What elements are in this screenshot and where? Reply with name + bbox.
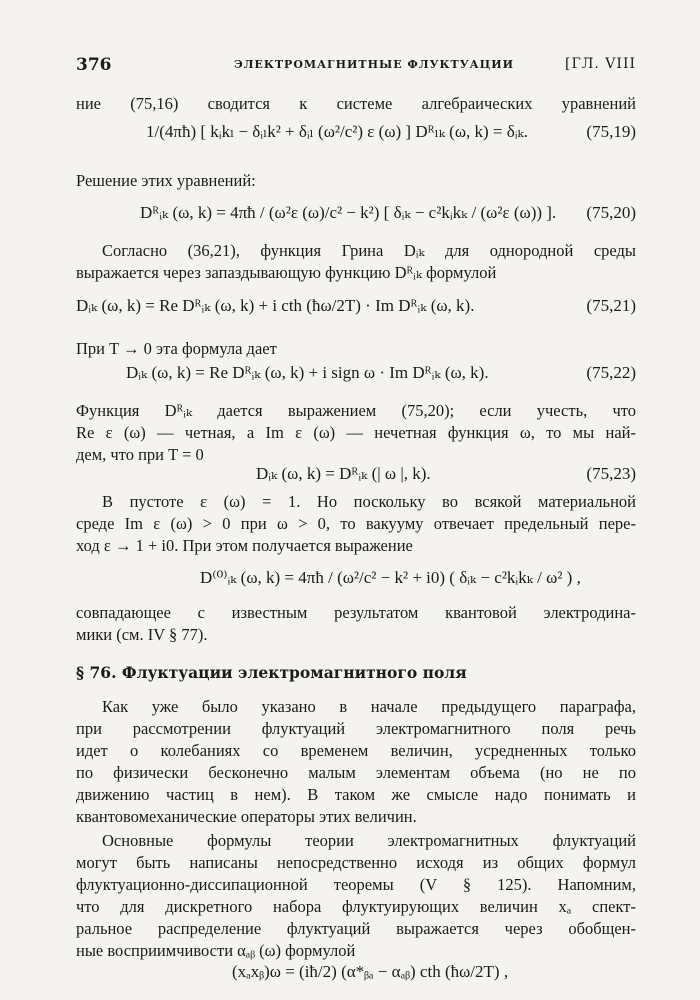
equation-vacuum: [76, 562, 636, 598]
equation-body: Dᵢₖ (ω, k) = Re Dᴿᵢₖ (ω, k) + i sign ω · Im Dᴿᵢₖ (ω, k).: [126, 363, 489, 382]
text-line: среде Im ε (ω) > 0 при ω > 0, то вакууму отвечает предельный пере-: [76, 514, 636, 533]
text-line: флуктуационно-диссипационной теоремы (V § 125). Напомним,: [76, 875, 636, 894]
equation-number: (75,23): [586, 464, 636, 483]
equation-body: (xₐxᵦ)ω = (iħ/2) (α*ᵦₐ − αₐᵦ) cth (ħω/2T) ,: [232, 962, 509, 981]
equation-number: (75,22): [586, 363, 636, 382]
text-line: ход ε → 1 + i0. При этом получается выражение: [76, 536, 413, 555]
equation-75-23: [76, 458, 636, 494]
section-heading: § 76. Флуктуации электромагнитного поля: [76, 663, 467, 682]
page-header: [76, 55, 636, 81]
text-line: Re ε (ω) — четная, а Im ε (ω) — нечетная функция ω, то мы най-: [76, 423, 636, 442]
text-line: При T → 0 эта формула дает: [76, 339, 277, 358]
equation-body: Dᵢₖ (ω, k) = Re Dᴿᵢₖ (ω, k) + i cth (ħω/2T) · Im Dᴿᵢₖ (ω, k).: [76, 296, 475, 315]
text-line: Функция Dᴿᵢₖ дается выражением (75,20); если учесть, что: [76, 401, 636, 420]
text-line: Согласно (36,21), функция Грина Dᵢₖ для однородной среды: [102, 241, 636, 260]
equation-fdt: [76, 956, 636, 992]
equation-number: (75,19): [586, 122, 636, 141]
equation-body: 1/(4πħ) [ kᵢkₗ − δᵢₗk² + δᵢₗ (ω²/c²) ε (ω) ] Dᴿₗₖ (ω, k) = δᵢₖ.: [146, 122, 528, 141]
text-line: ральное распределение флуктуаций выражается через обобщен-: [76, 919, 636, 938]
text-line: мики (см. IV § 77).: [76, 625, 208, 644]
equation-75-20: [76, 197, 636, 233]
text-line: дем, что при T = 0: [76, 445, 204, 464]
equation-body: Dᴿᵢₖ (ω, k) = 4πħ / (ω²ε (ω)/c² − k²) [ δᵢₖ − c²kᵢkₖ / (ω²ε (ω)) ].: [140, 203, 557, 222]
text-line: идет о колебаниях со временем величин, усредненных только: [76, 741, 636, 760]
equation-75-19: [76, 116, 636, 152]
chapter-label: [ГЛ. VIII: [564, 56, 636, 72]
text-line: Как уже было указано в начале предыдущего параграфа,: [102, 697, 636, 716]
equation-body: Dᵢₖ (ω, k) = Dᴿᵢₖ (| ω |, k).: [256, 464, 431, 483]
text-line: Решение этих уравнений:: [76, 171, 256, 190]
equation-75-22: [76, 357, 636, 393]
text-line: что для дискретного набора флуктуирующих величин xₐ спект-: [76, 897, 636, 916]
text-line: при рассмотрении флуктуаций электромагнитного поля речь: [76, 719, 636, 738]
text-line: Основные формулы теории электромагнитных флуктуаций: [102, 831, 636, 850]
text-line: движению частиц в нем). В таком же смысле надо понимать и: [76, 785, 636, 804]
text-line: ние (75,16) сводится к системе алгебраических уравнений: [76, 94, 636, 113]
equation-75-21: [76, 290, 636, 326]
text-line: квантовомеханические операторы этих величин.: [76, 807, 417, 826]
equation-body: D⁽⁰⁾ᵢₖ (ω, k) = 4πħ / (ω²/c² − k² + i0) ( δᵢₖ − c²kᵢkₖ / ω² ) ,: [200, 568, 581, 587]
text-line: ные восприимчивости αₐᵦ (ω) формулой: [76, 941, 356, 960]
text-line: совпадающее с известным результатом квантовой электродина-: [76, 603, 636, 622]
text-line: по физически бесконечно малым элементам объема (но не по: [76, 763, 636, 782]
text-line: могут быть написаны непосредственно исходя из общих формул: [76, 853, 636, 872]
equation-number: (75,21): [586, 296, 636, 315]
text-line: В пустоте ε (ω) = 1. Но поскольку во всякой материальной: [102, 492, 636, 511]
running-title: ЭЛЕКТРОМАГНИТНЫЕ ФЛУКТУАЦИИ: [234, 58, 515, 71]
page-number: 376: [76, 55, 112, 75]
equation-number: (75,20): [586, 203, 636, 222]
text-line: выражается через запаздывающую функцию Dᴿᵢₖ формулой: [76, 263, 497, 282]
